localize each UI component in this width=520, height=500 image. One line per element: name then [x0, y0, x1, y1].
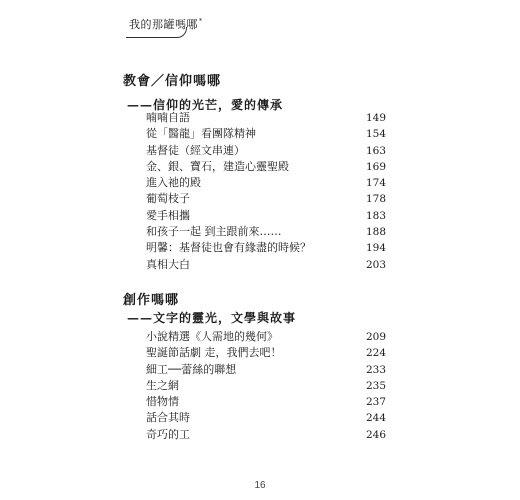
toc-entry-page: 188 — [365, 226, 386, 239]
toc-entry-page: 169 — [365, 160, 386, 173]
toc-entry-title: 細工──蕾絲的聯想 — [146, 362, 237, 376]
toc-entry-page: 178 — [365, 193, 386, 206]
toc-entry-title: 惜物情 — [146, 395, 179, 409]
toc-entry-title: 葡萄枝子 — [146, 192, 190, 206]
toc-entry-page: 203 — [365, 258, 386, 271]
running-head-text: 我的那罐嗎哪 — [129, 18, 198, 31]
toc-entry[interactable] — [146, 394, 386, 410]
toc-entry-page: 183 — [365, 209, 386, 222]
page-number: 16 — [254, 480, 266, 491]
toc-entry[interactable] — [146, 427, 386, 443]
toc-entry[interactable] — [146, 208, 386, 224]
toc-entry-page: 224 — [365, 347, 386, 360]
toc-entry-title: 從「醫龍」看團隊精神 — [146, 127, 256, 141]
toc-entry[interactable] — [146, 329, 386, 345]
toc-list — [146, 329, 386, 443]
toc-entry[interactable] — [146, 410, 386, 426]
toc-entry-page: 209 — [365, 331, 386, 343]
section-title: 教會／信仰嗎哪 — [123, 74, 222, 89]
toc-entry[interactable] — [146, 240, 386, 256]
toc-entry-title: 聖誕節話劇 走，我們去吧！ — [146, 346, 282, 360]
toc-entry-page: 237 — [365, 396, 386, 409]
toc-entry-page: 154 — [365, 128, 386, 141]
running-head-rule — [126, 27, 187, 38]
toc-entry-page: 149 — [365, 112, 386, 124]
toc-entry-page: 194 — [365, 242, 386, 255]
toc-entry-title: 話合其時 — [146, 411, 190, 425]
section-subtitle: ——文字的靈光，文學與故事 — [127, 311, 297, 325]
toc-entry-title: 生之網 — [146, 378, 179, 392]
section-title: 創作嗎哪 — [123, 293, 180, 308]
toc-entry[interactable] — [146, 224, 386, 240]
toc-entry-title: 愛手相攜 — [146, 208, 190, 222]
toc-entry-title: 真相大白 — [146, 257, 190, 271]
toc-entry-title: 喃喃自語 — [146, 111, 190, 124]
toc-entry-title: 金、銀、寶石，建造心靈聖殿 — [146, 159, 289, 173]
running-head-mark: * — [199, 18, 203, 26]
toc-entry-title: 進入祂的殿 — [146, 176, 201, 190]
toc-entry[interactable] — [146, 126, 386, 142]
toc-entry-page: 233 — [365, 363, 386, 376]
toc-entry-title: 和孩子一起 到主跟前來…… — [146, 225, 282, 239]
toc-entry[interactable] — [146, 191, 386, 207]
toc-entry-title: 奇巧的工 — [146, 427, 190, 441]
toc-entry[interactable] — [146, 362, 386, 378]
toc-entry-title: 小說精選《人需地的幾何》 — [146, 330, 278, 343]
toc-entry[interactable] — [146, 143, 386, 159]
toc-entry-page: 246 — [365, 428, 386, 441]
toc-entry-page: 174 — [365, 177, 386, 190]
toc-entry-title: 明馨：基督徒也會有緣盡的時候？ — [146, 241, 311, 255]
toc-entry[interactable] — [146, 257, 386, 273]
toc-entry-page: 244 — [365, 412, 386, 425]
section-subtitle: ——信仰的光芒，愛的傳承 — [127, 98, 284, 112]
toc-entry[interactable] — [146, 175, 386, 191]
toc-list — [146, 110, 386, 273]
toc-entry[interactable] — [146, 110, 386, 126]
toc-entry-page: 235 — [365, 379, 386, 392]
toc-entry-title: 基督徒（經文串連） — [146, 143, 245, 157]
toc-entry[interactable] — [146, 345, 386, 361]
toc-entry[interactable] — [146, 159, 386, 175]
toc-entry[interactable] — [146, 378, 386, 394]
toc-entry-page: 163 — [365, 144, 386, 157]
